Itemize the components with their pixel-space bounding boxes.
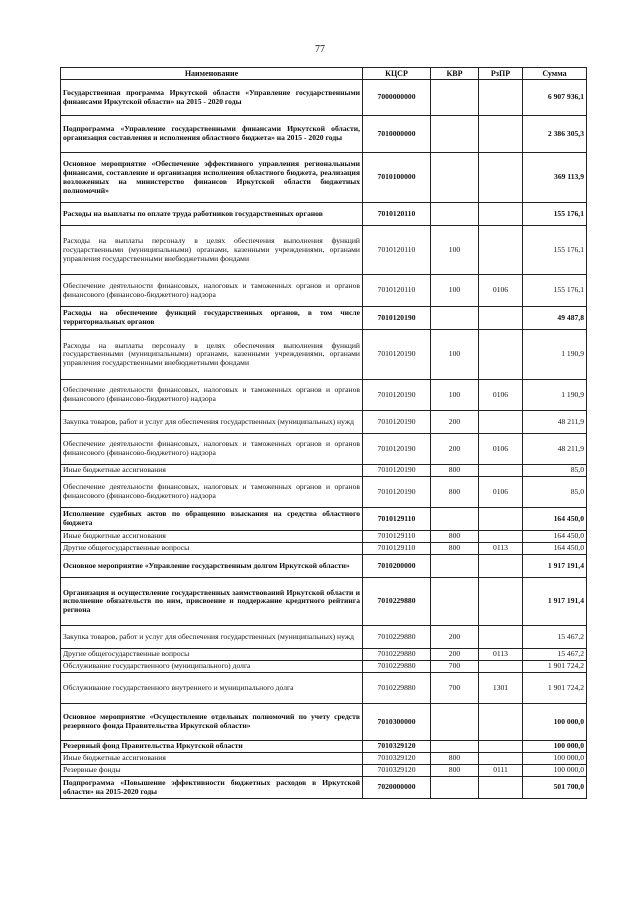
- cell-kvr: 800: [431, 765, 479, 777]
- table-row: [61, 649, 587, 661]
- table-row: [61, 275, 587, 307]
- cell-name: Исполнение судебных актов по обращению взыскания на средства областного бюджета: [61, 508, 363, 531]
- header-sum: Сумма: [523, 68, 587, 80]
- cell-kvr: 200: [431, 649, 479, 661]
- cell-kcsr: 7020000000: [363, 777, 431, 799]
- cell-name: Организация и осуществление государственных заимствований Иркутской области и исполнение обязательств по ним, присвоение и поддержание кредитного рейтинга региона: [61, 578, 363, 626]
- cell-name: Обслуживание государственного внутреннего и муниципального долга: [61, 673, 363, 704]
- cell-kvr: 700: [431, 673, 479, 704]
- header-kcsr: КЦСР: [363, 68, 431, 80]
- cell-kcsr: 7010120190: [363, 465, 431, 477]
- cell-rzpr: [479, 626, 523, 649]
- cell-sum: 1 917 191,4: [523, 555, 587, 578]
- cell-sum: 48 211,9: [523, 434, 587, 465]
- cell-name: Резервный фонд Правительства Иркутской области: [61, 741, 363, 753]
- cell-sum: 15 467,2: [523, 626, 587, 649]
- cell-sum: 164 450,0: [523, 508, 587, 531]
- cell-sum: 1 190,9: [523, 330, 587, 380]
- cell-name: Подпрограмма «Управление государственными финансами Иркутской области, организация составления и исполнения областного бюджета» на 2015 - 2020 годы: [61, 116, 363, 153]
- cell-rzpr: [479, 226, 523, 275]
- table-row: [61, 226, 587, 275]
- cell-name: Иные бюджетные ассигнования: [61, 531, 363, 543]
- cell-rzpr: [479, 465, 523, 477]
- cell-sum: 369 113,9: [523, 153, 587, 203]
- cell-kcsr: 7010129110: [363, 543, 431, 555]
- cell-rzpr: [479, 555, 523, 578]
- cell-kvr: [431, 555, 479, 578]
- cell-rzpr: [479, 741, 523, 753]
- table-row: [61, 203, 587, 226]
- cell-rzpr: [479, 753, 523, 765]
- table-row: [61, 753, 587, 765]
- cell-kcsr: 7010129110: [363, 508, 431, 531]
- cell-rzpr: 0106: [479, 434, 523, 465]
- table-header-row: [61, 68, 587, 80]
- cell-rzpr: [479, 330, 523, 380]
- cell-rzpr: 0106: [479, 275, 523, 307]
- table-row: [61, 508, 587, 531]
- cell-sum: 100 000,0: [523, 753, 587, 765]
- cell-kvr: 800: [431, 753, 479, 765]
- cell-kvr: 700: [431, 661, 479, 673]
- cell-rzpr: [479, 307, 523, 330]
- cell-name: Иные бюджетные ассигнования: [61, 465, 363, 477]
- table-row: [61, 434, 587, 465]
- cell-kvr: 100: [431, 380, 479, 411]
- cell-rzpr: 0113: [479, 649, 523, 661]
- cell-kvr: 100: [431, 226, 479, 275]
- cell-rzpr: [479, 777, 523, 799]
- cell-sum: 15 467,2: [523, 649, 587, 661]
- cell-kvr: [431, 307, 479, 330]
- cell-sum: 155 176,1: [523, 203, 587, 226]
- table-row: [61, 765, 587, 777]
- cell-name: Резервные фонды: [61, 765, 363, 777]
- cell-kcsr: 7010120190: [363, 434, 431, 465]
- cell-sum: 6 907 936,1: [523, 80, 587, 116]
- cell-name: Иные бюджетные ассигнования: [61, 753, 363, 765]
- cell-kcsr: 7010229880: [363, 673, 431, 704]
- cell-rzpr: 0111: [479, 765, 523, 777]
- cell-rzpr: [479, 116, 523, 153]
- cell-kcsr: 7010120190: [363, 307, 431, 330]
- cell-name: Закупка товаров, работ и услуг для обеспечения государственных (муниципальных) нужд: [61, 626, 363, 649]
- cell-kcsr: 7010120190: [363, 380, 431, 411]
- cell-rzpr: [479, 153, 523, 203]
- cell-kvr: [431, 704, 479, 741]
- cell-sum: 85,0: [523, 465, 587, 477]
- table-row: [61, 153, 587, 203]
- cell-sum: 100 000,0: [523, 765, 587, 777]
- cell-kvr: [431, 80, 479, 116]
- budget-table: [60, 67, 587, 799]
- cell-sum: 501 700,0: [523, 777, 587, 799]
- table-row: [61, 543, 587, 555]
- cell-kvr: [431, 578, 479, 626]
- cell-rzpr: 0106: [479, 380, 523, 411]
- cell-kvr: 800: [431, 465, 479, 477]
- cell-kcsr: 7010120110: [363, 203, 431, 226]
- cell-kvr: 800: [431, 543, 479, 555]
- table-row: [61, 661, 587, 673]
- table-row: [61, 578, 587, 626]
- header-name: Наименование: [61, 68, 363, 80]
- cell-sum: 1 190,9: [523, 380, 587, 411]
- table-row: [61, 330, 587, 380]
- table-row: [61, 704, 587, 741]
- cell-rzpr: 1301: [479, 673, 523, 704]
- cell-kcsr: 7010129110: [363, 531, 431, 543]
- table-row: [61, 411, 587, 434]
- table-row: [61, 116, 587, 153]
- table-row: [61, 80, 587, 116]
- cell-rzpr: [479, 508, 523, 531]
- cell-sum: 155 176,1: [523, 275, 587, 307]
- cell-kcsr: 7010329120: [363, 765, 431, 777]
- page-number: 77: [315, 44, 325, 55]
- table-row: [61, 380, 587, 411]
- cell-kcsr: 7010329120: [363, 741, 431, 753]
- cell-sum: 85,0: [523, 477, 587, 508]
- cell-kcsr: 7010229880: [363, 578, 431, 626]
- table-row: [61, 555, 587, 578]
- cell-kvr: 800: [431, 477, 479, 508]
- cell-kcsr: 7010000000: [363, 116, 431, 153]
- cell-sum: 1 901 724,2: [523, 673, 587, 704]
- cell-rzpr: [479, 80, 523, 116]
- cell-sum: 100 000,0: [523, 704, 587, 741]
- cell-kcsr: 7000000000: [363, 80, 431, 116]
- cell-name: Расходы на выплаты по оплате труда работников государственных органов: [61, 203, 363, 226]
- cell-rzpr: [479, 531, 523, 543]
- cell-name: Подпрограмма «Повышение эффективности бюджетных расходов в Иркутской области» на 2015-2020 годы: [61, 777, 363, 799]
- cell-name: Обеспечение деятельности финансовых, налоговых и таможенных органов и органов финансового (финансово-бюджетного) надзора: [61, 434, 363, 465]
- cell-name: Расходы на обеспечение функций государственных органов, в том числе территориальных органов: [61, 307, 363, 330]
- cell-rzpr: 0113: [479, 543, 523, 555]
- table-row: [61, 777, 587, 799]
- cell-kvr: [431, 777, 479, 799]
- cell-name: Основное мероприятие «Обеспечение эффективного управления региональными финансами, составление и организация исполнения областного бюджета, реализация возложенных на министерство финансов Иркутской области бюджетных полномочий»: [61, 153, 363, 203]
- cell-sum: 1 901 724,2: [523, 661, 587, 673]
- cell-kcsr: 7010120110: [363, 226, 431, 275]
- cell-sum: 49 487,8: [523, 307, 587, 330]
- cell-sum: 2 386 305,3: [523, 116, 587, 153]
- header-rzpr: РзПР: [479, 68, 523, 80]
- cell-rzpr: 0106: [479, 477, 523, 508]
- cell-name: Основное мероприятие «Управление государственным долгом Иркутской области»: [61, 555, 363, 578]
- cell-kvr: 100: [431, 275, 479, 307]
- cell-sum: 1 917 191,4: [523, 578, 587, 626]
- cell-kvr: 200: [431, 626, 479, 649]
- cell-sum: 100 000,0: [523, 741, 587, 753]
- cell-name: Расходы на выплаты персоналу в целях обеспечения выполнения функций государственными (муниципальными) органами, казенными учреждениями, органами управления государственными внебюджетными фондами: [61, 330, 363, 380]
- table-row: [61, 307, 587, 330]
- cell-sum: 48 211,9: [523, 411, 587, 434]
- cell-kvr: 800: [431, 531, 479, 543]
- cell-kcsr: 7010120190: [363, 477, 431, 508]
- cell-rzpr: [479, 203, 523, 226]
- cell-kcsr: 7010120190: [363, 411, 431, 434]
- cell-name: Обеспечение деятельности финансовых, налоговых и таможенных органов и органов финансового (финансово-бюджетного) надзора: [61, 380, 363, 411]
- cell-rzpr: [479, 661, 523, 673]
- cell-kcsr: 7010329120: [363, 753, 431, 765]
- cell-name: Основное мероприятие «Осуществление отдельных полномочий по учету средств резервного фонда Правительства Иркутской области»: [61, 704, 363, 741]
- cell-name: Обеспечение деятельности финансовых, налоговых и таможенных органов и органов финансового (финансово-бюджетного) надзора: [61, 477, 363, 508]
- cell-kcsr: 7010229880: [363, 649, 431, 661]
- cell-kvr: 100: [431, 330, 479, 380]
- cell-kcsr: 7010100000: [363, 153, 431, 203]
- table-row: [61, 531, 587, 543]
- cell-kvr: [431, 153, 479, 203]
- cell-kcsr: 7010229880: [363, 626, 431, 649]
- cell-kcsr: 7010120190: [363, 330, 431, 380]
- cell-name: Другие общегосударственные вопросы: [61, 543, 363, 555]
- cell-kvr: [431, 508, 479, 531]
- cell-sum: 164 450,0: [523, 531, 587, 543]
- table-row: [61, 465, 587, 477]
- cell-name: Закупка товаров, работ и услуг для обеспечения государственных (муниципальных) нужд: [61, 411, 363, 434]
- cell-name: Обслуживание государственного (муниципального) долга: [61, 661, 363, 673]
- table-row: [61, 673, 587, 704]
- cell-sum: 155 176,1: [523, 226, 587, 275]
- cell-kvr: 200: [431, 434, 479, 465]
- cell-name: Расходы на выплаты персоналу в целях обеспечения выполнения функций государственными (муниципальными) органами, казенными учреждениями, органами управления государственными внебюджетными фондами: [61, 226, 363, 275]
- cell-kcsr: 7010229880: [363, 661, 431, 673]
- table-row: [61, 477, 587, 508]
- cell-kcsr: 7010300000: [363, 704, 431, 741]
- cell-name: Обеспечение деятельности финансовых, налоговых и таможенных органов и органов финансового (финансово-бюджетного) надзора: [61, 275, 363, 307]
- cell-kvr: [431, 116, 479, 153]
- cell-kvr: [431, 203, 479, 226]
- cell-name: Другие общегосударственные вопросы: [61, 649, 363, 661]
- cell-sum: 164 450,0: [523, 543, 587, 555]
- cell-rzpr: [479, 411, 523, 434]
- cell-kvr: [431, 741, 479, 753]
- cell-rzpr: [479, 578, 523, 626]
- cell-kcsr: 7010200000: [363, 555, 431, 578]
- header-kvr: КВР: [431, 68, 479, 80]
- cell-rzpr: [479, 704, 523, 741]
- cell-name: Государственная программа Иркутской области «Управление государственными финансами Иркутской области» на 2015 - 2020 годы: [61, 80, 363, 116]
- cell-kcsr: 7010120110: [363, 275, 431, 307]
- table-row: [61, 741, 587, 753]
- cell-kvr: 200: [431, 411, 479, 434]
- table-row: [61, 626, 587, 649]
